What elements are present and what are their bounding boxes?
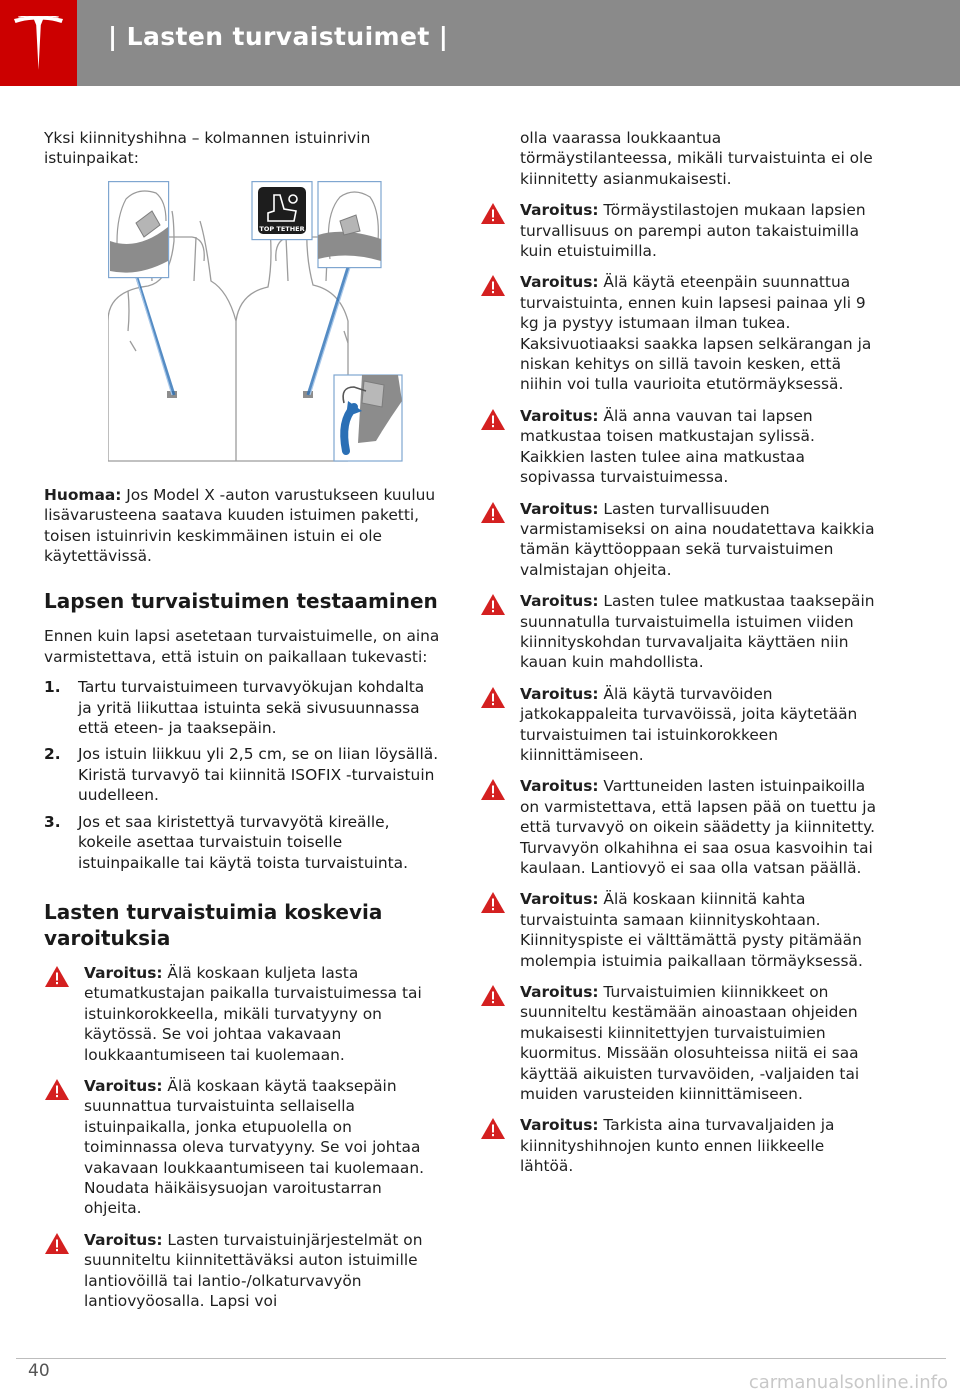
left-column bbox=[44, 128, 440, 1322]
top-tether-badge-label: TOP TETHER bbox=[259, 224, 305, 233]
note-label: Huomaa: bbox=[44, 485, 122, 504]
testing-steps-list bbox=[44, 677, 440, 873]
warning-triangle-icon bbox=[480, 984, 506, 1007]
warning-block: Varoitus: Älä käytä eteenpäin suunnattua turvaistuinta, ennen kuin lapsesi painaa yli 9 kg ja pystyy istumaan ilman tukea. Kaksivuotiaaksi saakka lapsen selkärangan ja niskan kehitys on sillä tavoin kesken, että niihin voi tulla vaurioita etutörmäyksessä. bbox=[480, 272, 876, 394]
warning-triangle-icon bbox=[480, 408, 506, 431]
warning-block: Varoitus: Älä käytä turvavöiden jatkokappaleita turvavöissä, joita käytetään turvaistuimen tai istuinkorokkeen kiinnittämiseen. bbox=[480, 684, 876, 766]
warning-continuation: olla vaarassa loukkaantua törmäystilanteessa, mikäli turvaistuinta ei ole kiinnitetty asianmukaisesti. bbox=[520, 129, 873, 188]
list-item: 2. Jos istuin liikkuu yli 2,5 cm, se on liian löysällä. Kiristä turvavyö tai kiinnitä ISOFIX -turvaistuin uudelleen. bbox=[44, 745, 439, 805]
warning-triangle-icon bbox=[480, 501, 506, 524]
section-heading-warnings: Lasten turvaistuimia koskevia varoituksia bbox=[44, 899, 383, 950]
top-tether-badge bbox=[252, 181, 312, 239]
warning-block: Varoitus: Turvaistuimien kiinnikkeet on suunniteltu kestämään ainoastaan ohjeiden mukaisesti kiinnitettyjen turvaistuimien kuormitus. Missään olosuhteissa niitä ei saa käyttää aikuisten turvavöiden, -valjaiden tai muiden varusteiden kiinnittämiseen. bbox=[480, 982, 876, 1104]
warning-block: Varoitus: Älä koskaan kuljeta lasta etumatkustajan paikalla turvaistuimessa tai istuinkorokkeella, mikäli turvatyyny on käytössä. Se voi johtaa vakavaan loukkaantumiseen tai kuolemaan. bbox=[44, 963, 440, 1065]
watermark: carmanualsonline.info bbox=[748, 1372, 948, 1393]
tesla-logo-icon bbox=[13, 16, 64, 70]
rear-seats-illustration bbox=[108, 181, 408, 463]
warning-block: Varoitus: Älä koskaan käytä taaksepäin suunnattua turvaistuinta sellaisella istuinpaikalla, jonka etupuolella on toiminnassa oleva turvatyyny. Se voi johtaa vakavaan loukkaantumiseen tai kuolemaan. Noudata häikäisysuojan varoitustarran ohjeita. bbox=[44, 1076, 440, 1219]
list-item: 1. Tartu turvaistuimeen turvavyökujan kohdalta ja yritä liikuttaa istuinta sekä sivusuunnassa että eteen- ja taaksepäin. bbox=[44, 678, 425, 738]
section-heading-testing: Lapsen turvaistuimen testaaminen bbox=[44, 589, 438, 614]
warning-block: Varoitus: Varttuneiden lasten istuinpaikoilla on varmistettava, että lapsen pää on tuettu ja että turvavyö on oikein säädetty ja kiinnitetty. Turvavyön olkahihna ei saa osua kasvoihin tai kaulaan. Lantiovyö ei saa olla vatsan päällä. bbox=[480, 776, 876, 878]
inset-buckle bbox=[334, 375, 402, 461]
inset-headrest-right bbox=[318, 181, 381, 267]
list-item: 3. Jos et saa kiristettyä turvavyötä kireälle, kokeile asettaa turvaistuin toiselle istuinpaikalle tai käytä toista turvaistuinta. bbox=[44, 812, 408, 872]
warning-triangle-icon bbox=[44, 965, 70, 988]
page-number: 40 bbox=[28, 1361, 50, 1381]
warning-block: Varoitus: Törmäystilastojen mukaan lapsien turvallisuus on parempi auton takaistuimilla kuin etuistuimilla. bbox=[480, 200, 876, 261]
intro-text: Yksi kiinnityshihna – kolmannen istuinrivin istuinpaikat: bbox=[44, 129, 371, 168]
warning-block: Varoitus: Älä anna vauvan tai lapsen matkustaa toisen matkustajan sylissä. Kaikkien lasten tulee aina matkustaa sopivassa turvaistuimessa. bbox=[480, 406, 876, 488]
warning-block: Varoitus: Lasten turvallisuuden varmistamiseksi on aina noudatettava kaikkia tämän käyttöoppaan sekä turvaistuimen valmistajan ohjeita. bbox=[480, 499, 876, 581]
page-title: | Lasten turvaistuimet | bbox=[108, 22, 449, 51]
warning-triangle-icon bbox=[44, 1078, 70, 1101]
inset-headrest-left bbox=[109, 181, 169, 277]
warning-block: Varoitus: Älä koskaan kiinnitä kahta turvaistuinta samaan kiinnityskohtaan. Kiinnityspiste ei välttämättä pysty pitämään molempia istuimia paikallaan törmäyksessä. bbox=[480, 889, 876, 971]
warning-triangle-icon bbox=[44, 1232, 70, 1255]
tesla-logo bbox=[0, 0, 77, 86]
right-column bbox=[480, 128, 876, 1188]
warning-triangle-icon bbox=[480, 202, 506, 225]
tether-illustration bbox=[108, 181, 408, 463]
warning-block: Varoitus: Tarkista aina turvavaljaiden ja kiinnityshihnojen kunto ennen liikkeelle lähtöä. bbox=[480, 1115, 876, 1176]
section-testing-intro: Ennen kuin lapsi asetetaan turvaistuimelle, on aina varmistettava, että istuin on paikallaan tukevasti: bbox=[44, 627, 440, 666]
warning-triangle-icon bbox=[480, 593, 506, 616]
warning-triangle-icon bbox=[480, 686, 506, 709]
note-paragraph bbox=[44, 485, 440, 567]
note-text: Jos Model X -auton varustukseen kuuluu lisävarusteena saatava kuuden istuimen paketti, toisen istuinrivin keskimmäinen istuin ei ole käytettävissä. bbox=[44, 485, 436, 566]
warning-triangle-icon bbox=[480, 891, 506, 914]
warning-block: Varoitus: Lasten tulee matkustaa taaksepäin suunnatulla turvaistuimella istuimen viiden kiinnityskohdan turvavaljaita käyttäen niin kauan kuin mahdollista. bbox=[480, 591, 876, 673]
warning-triangle-icon bbox=[480, 274, 506, 297]
warning-triangle-icon bbox=[480, 1117, 506, 1140]
footer-divider bbox=[16, 1358, 946, 1359]
warning-block: Varoitus: Lasten turvaistuinjärjestelmät on suunniteltu kiinnitettäväksi auton istuimille lantiovöillä tai lantio-/olkaturvavyön lantiovyöosalla. Lapsi voi bbox=[44, 1230, 440, 1312]
page-header bbox=[0, 0, 960, 86]
warning-triangle-icon bbox=[480, 778, 506, 801]
